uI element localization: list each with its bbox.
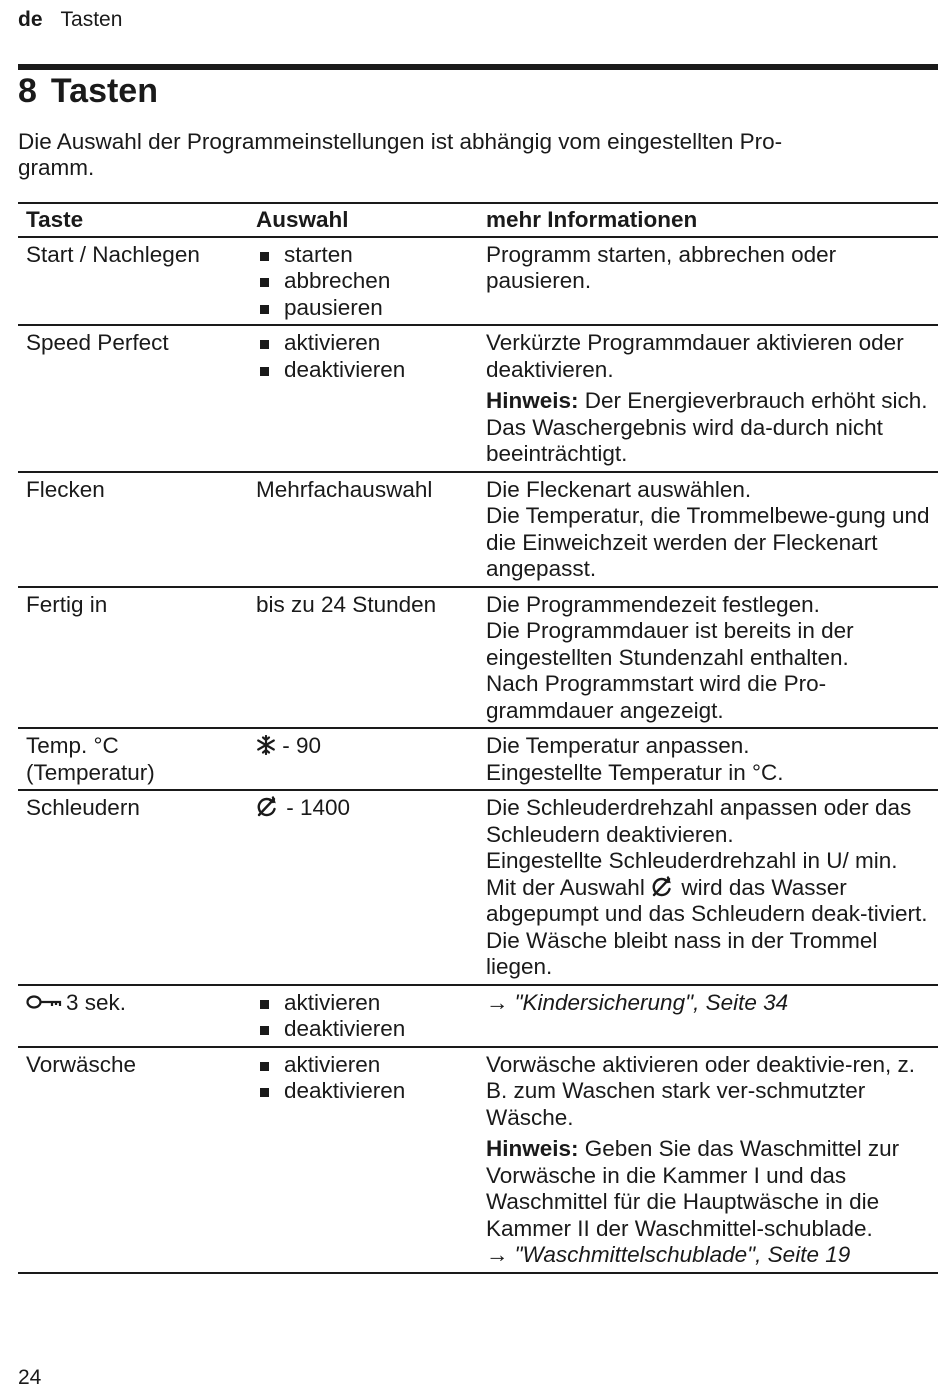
snowflake-icon [256,735,276,755]
buttons-table [18,202,938,1274]
column-header-auswahl: Auswahl [248,203,478,237]
cross-reference-link[interactable] [486,1242,930,1269]
info-text: Vorwäsche aktivieren oder deaktivie-ren, z. B. zum Waschen stark ver-schmutzter Wäsche. [486,1051,915,1130]
table-row [18,985,938,1047]
intro-paragraph: Die Auswahl der Programmeinstellungen ist abhängig vom eingestellten Pro- gramm. [18,129,783,180]
cell-auswahl [248,790,478,985]
cell-info [478,325,938,472]
cell-auswahl: Mehrfachauswahl [248,472,478,587]
info-text: Die Schleuderdrehzahl anpassen oder das Schleudern deaktivieren. [486,795,912,847]
section-title [18,72,158,111]
info-text: Verkürzte Programmdauer aktivieren oder deaktivieren. [486,330,904,382]
info-text: Nach Programmstart wird die Pro-grammdauer angezeigt. [486,671,827,723]
auswahl-range: - 1400 [280,795,351,820]
info-text-part: Mit der Auswahl [486,874,652,900]
cell-info [478,1047,938,1273]
cell-info [478,237,938,326]
language-code: de [18,8,43,31]
info-text: Die Temperatur anpassen. [486,733,750,758]
info-text-part: wird das Wasser abgepumpt und das Schleudern deak-tiviert. Die Wäsche bleibt nass in der Trommel liegen. [486,874,928,979]
cell-info [478,790,938,985]
list-item: aktivieren [256,330,470,357]
info-text: Die Programmdauer ist bereits in der eingestellten Stundenzahl enthalten. [486,618,854,670]
list-item: deaktivieren [256,357,470,384]
option-list [256,330,470,383]
list-item: aktivieren [256,990,470,1017]
info-text: Die Fleckenart auswählen. [486,476,752,502]
header-section: Tasten [60,8,123,31]
cross-reference-link[interactable] [486,990,930,1017]
info-text: Eingestellte Temperatur in °C. [486,759,784,785]
cell-taste: Temp. °C (Temperatur) [18,728,248,790]
note-label: Hinweis: [486,1136,579,1161]
list-item: starten [256,242,470,269]
cell-taste: Fertig in [18,587,248,729]
cell-taste: Flecken [18,472,248,587]
section-number: 8 [18,72,37,110]
cell-auswahl [248,325,478,472]
list-item: deaktivieren [256,1078,470,1105]
table-row [18,325,938,472]
arrow-right-icon: → [486,989,509,1015]
cell-auswahl [248,728,478,790]
cell-taste: Schleudern [18,790,248,985]
option-list [256,990,470,1043]
auswahl-range: - 90 [276,733,322,758]
info-text: Programm starten, abbrechen oder pausieren. [486,241,837,293]
list-item: pausieren [256,295,470,322]
note-text: Geben Sie das Waschmittel zur Vorwäsche in die Kammer I und das Waschmittel für die Hauptwäsche in die Kammer II der Waschmittel-schublade. [486,1136,900,1241]
running-header [18,8,122,32]
cross-reference-text: "Waschmittelschublade", Seite 19 [514,1242,851,1267]
cell-info [478,728,938,790]
note-text: Der Energieverbrauch erhöht sich. Das Waschergebnis wird da-durch nicht beeinträchtigt. [486,388,928,466]
cell-info [478,472,938,587]
list-item: deaktivieren [256,1016,470,1043]
cell-auswahl: bis zu 24 Stunden [248,587,478,729]
cell-auswahl [248,237,478,326]
cell-taste [18,985,248,1047]
column-header-taste: Taste [18,203,248,237]
key-icon [26,994,62,1010]
note-label: Hinweis: [486,388,579,413]
page-number: 24 [18,1366,42,1389]
column-header-info: mehr Informationen [478,203,938,237]
cross-reference-text: "Kindersicherung", Seite 34 [514,989,789,1015]
info-text: Die Temperatur, die Trommelbewe-gung und die Einweichzeit werden der Fleckenart angepasst. [486,503,930,581]
cell-auswahl [248,1047,478,1273]
no-spin-icon [651,876,675,898]
cell-taste: Vorwäsche [18,1047,248,1273]
taste-label: 3 sek. [66,989,127,1015]
table-row [18,472,938,587]
table-row [18,1047,938,1273]
cell-auswahl [248,985,478,1047]
note-paragraph [486,388,930,468]
info-text: Die Programmendezeit festlegen. [486,591,820,617]
table-row [18,790,938,985]
cell-taste: Start / Nachlegen [18,237,248,326]
table-row [18,237,938,326]
cell-info [478,985,938,1047]
no-spin-icon [256,796,280,818]
cell-info [478,587,938,729]
option-list [256,1052,470,1105]
list-item: abbrechen [256,268,470,295]
section-title-text: Tasten [50,72,158,110]
note-paragraph [486,1136,930,1242]
list-item: aktivieren [256,1052,470,1079]
table-row [18,587,938,729]
info-text: Eingestellte Schleuderdrehzahl in U/ min. [486,848,898,873]
table-row [18,728,938,790]
cell-taste: Speed Perfect [18,325,248,472]
info-text [486,875,930,981]
table-header-row [18,203,938,237]
option-list [256,242,470,322]
arrow-right-icon: → [486,1242,509,1267]
header-rule [18,64,938,70]
